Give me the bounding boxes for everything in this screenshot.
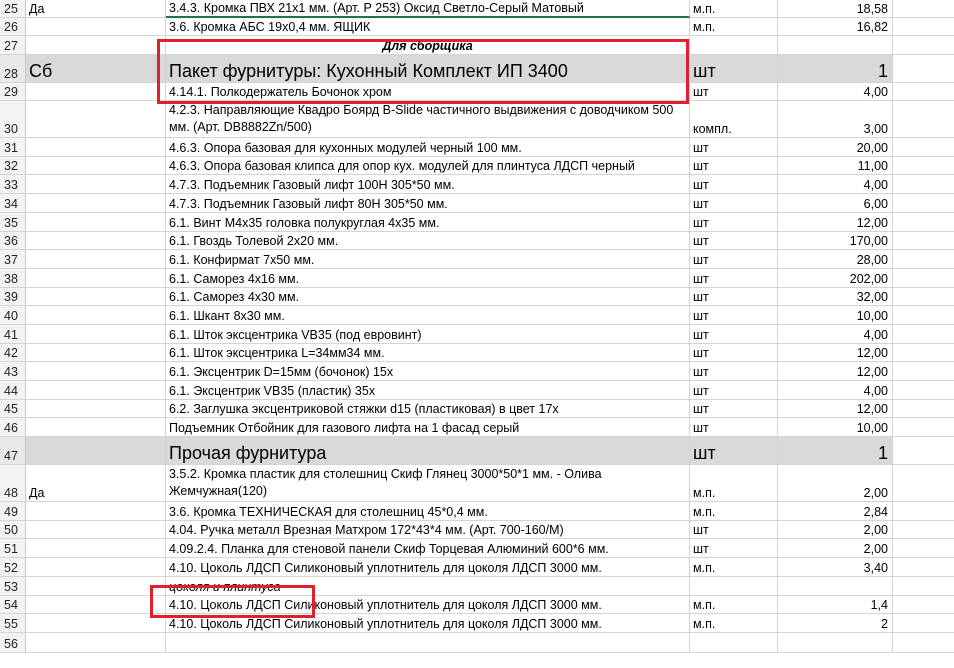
cell-b[interactable]: 4.6.3. Опора базовая клипса для опор кух. модулей для плинтуса ЛДСП черный <box>166 157 690 175</box>
row-number: 25 <box>0 0 26 18</box>
cell-d[interactable]: 4,00 <box>778 381 893 400</box>
row-number: 29 <box>0 83 26 101</box>
cell-a[interactable] <box>26 362 166 381</box>
cell-b[interactable]: 6.1. Шкант 8x30 мм. <box>166 306 690 325</box>
table-row <box>0 418 954 437</box>
cell-c[interactable]: м.п. <box>690 0 778 18</box>
cell-d[interactable]: 2,00 <box>778 521 893 539</box>
cell-a[interactable] <box>26 381 166 400</box>
cell-d[interactable]: 2,00 <box>778 465 893 502</box>
cell-e[interactable] <box>893 157 954 175</box>
cell-a[interactable] <box>26 138 166 157</box>
cell-c[interactable]: м.п. <box>690 614 778 633</box>
cell-a[interactable] <box>26 614 166 633</box>
cell-d[interactable] <box>778 577 893 596</box>
cell-e[interactable] <box>893 633 954 653</box>
cell-a[interactable] <box>26 344 166 362</box>
table-row <box>0 539 954 558</box>
cell-e[interactable] <box>893 83 954 101</box>
row-number: 43 <box>0 362 26 381</box>
cell-e[interactable] <box>893 288 954 306</box>
cell-c[interactable]: шт <box>690 344 778 362</box>
cell-c[interactable]: шт <box>690 55 778 83</box>
cell-c[interactable]: шт <box>690 194 778 213</box>
cell-e[interactable] <box>893 55 954 83</box>
cell-a[interactable]: Сб <box>26 55 166 83</box>
cell-d[interactable]: 10,00 <box>778 306 893 325</box>
table-row <box>0 101 954 138</box>
row-number: 26 <box>0 18 26 36</box>
table-row <box>0 288 954 306</box>
cell-a[interactable] <box>26 101 166 138</box>
table-row <box>0 157 954 175</box>
cell-d[interactable]: 6,00 <box>778 194 893 213</box>
cell-d[interactable] <box>778 36 893 55</box>
cell-b[interactable]: 4.09.2.4. Планка для стеновой панели Скиф Торцевая Алюминий 600*6 мм. <box>166 539 690 558</box>
table-row <box>0 344 954 362</box>
table-row <box>0 614 954 633</box>
table-row <box>0 596 954 614</box>
cell-e[interactable] <box>893 465 954 502</box>
cell-a[interactable] <box>26 269 166 288</box>
cell-b[interactable]: Для сборщика <box>166 36 690 55</box>
row-number: 56 <box>0 633 26 653</box>
row-number: 38 <box>0 269 26 288</box>
row-number: 41 <box>0 325 26 344</box>
cell-e[interactable] <box>893 344 954 362</box>
cell-e[interactable] <box>893 0 954 18</box>
cell-e[interactable] <box>893 400 954 418</box>
cell-d[interactable]: 10,00 <box>778 418 893 437</box>
cell-e[interactable] <box>893 175 954 194</box>
row-number: 45 <box>0 400 26 418</box>
table-row <box>0 437 954 465</box>
cell-c[interactable]: м.п. <box>690 596 778 614</box>
cell-a[interactable] <box>26 558 166 577</box>
cell-c[interactable]: м.п. <box>690 18 778 36</box>
table-row <box>0 36 954 55</box>
table-row <box>0 194 954 213</box>
row-number: 46 <box>0 418 26 437</box>
cell-d[interactable] <box>778 633 893 653</box>
cell-e[interactable] <box>893 596 954 614</box>
row-number: 42 <box>0 344 26 362</box>
table-row <box>0 633 954 653</box>
cell-d[interactable]: 28,00 <box>778 250 893 269</box>
cell-e[interactable] <box>893 250 954 269</box>
cell-a[interactable] <box>26 577 166 596</box>
cell-a[interactable] <box>26 400 166 418</box>
cell-d[interactable]: 4,00 <box>778 175 893 194</box>
cell-e[interactable] <box>893 325 954 344</box>
cell-c[interactable] <box>690 36 778 55</box>
cell-b[interactable]: 6.1. Шток эксцентрика L=34мм34 мм. <box>166 344 690 362</box>
cell-c[interactable]: шт <box>690 232 778 250</box>
cell-a[interactable] <box>26 306 166 325</box>
cell-d[interactable]: 16,82 <box>778 18 893 36</box>
cell-e[interactable] <box>893 213 954 232</box>
cell-b[interactable]: 6.1. Винт М4x35 головка полукруглая 4x35 мм. <box>166 213 690 232</box>
cell-d[interactable]: 18,58 <box>778 0 893 18</box>
row-number: 51 <box>0 539 26 558</box>
cell-c[interactable]: шт <box>690 521 778 539</box>
cell-a[interactable] <box>26 418 166 437</box>
cell-c[interactable]: м.п. <box>690 502 778 521</box>
cell-b[interactable]: Подъемник Отбойник для газового лифта на 1 фасад серый <box>166 418 690 437</box>
cell-c[interactable]: шт <box>690 400 778 418</box>
cell-b[interactable]: цоколя и плинтуса <box>166 577 690 596</box>
table-row <box>0 138 954 157</box>
cell-a[interactable] <box>26 539 166 558</box>
table-row <box>0 269 954 288</box>
cell-b[interactable]: 4.6.3. Опора базовая для кухонных модулей черный 100 мм. <box>166 138 690 157</box>
cell-b[interactable]: 6.1. Конфирмат 7x50 мм. <box>166 250 690 269</box>
cell-c[interactable]: м.п. <box>690 465 778 502</box>
cell-b[interactable]: 3.4.3. Кромка ПВХ 21x1 мм. (Арт. Р 253) Оксид Светло-Серый Матовый <box>166 0 690 18</box>
cell-c[interactable]: шт <box>690 250 778 269</box>
table-row <box>0 502 954 521</box>
cell-e[interactable] <box>893 521 954 539</box>
cell-a[interactable] <box>26 596 166 614</box>
cell-a[interactable] <box>26 175 166 194</box>
cell-a[interactable] <box>26 288 166 306</box>
table-row <box>0 55 954 83</box>
cell-e[interactable] <box>893 577 954 596</box>
table-row <box>0 521 954 539</box>
table-row <box>0 362 954 381</box>
cell-e[interactable] <box>893 232 954 250</box>
cell-b[interactable]: 6.1. Саморез 4x16 мм. <box>166 269 690 288</box>
cell-d[interactable]: 12,00 <box>778 344 893 362</box>
cell-b[interactable]: 4.10. Цоколь ЛДСП Силиконовый уплотнитель для цоколя ЛДСП 3000 мм. <box>166 558 690 577</box>
cell-b[interactable]: 4.14.1. Полкодержатель Бочонок хром <box>166 83 690 101</box>
table-row <box>0 558 954 577</box>
cell-c[interactable]: шт <box>690 213 778 232</box>
row-number: 33 <box>0 175 26 194</box>
cell-b[interactable]: 6.1. Саморез 4x30 мм. <box>166 288 690 306</box>
cell-c[interactable]: шт <box>690 288 778 306</box>
cell-d[interactable]: 11,00 <box>778 157 893 175</box>
cell-a[interactable] <box>26 213 166 232</box>
row-number: 36 <box>0 232 26 250</box>
row-number: 54 <box>0 596 26 614</box>
table-row <box>0 400 954 418</box>
row-number: 35 <box>0 213 26 232</box>
table-row <box>0 577 954 596</box>
cell-a[interactable] <box>26 83 166 101</box>
row-number: 49 <box>0 502 26 521</box>
cell-b[interactable]: 4.7.3. Подъемник Газовый лифт 80Н 305*50 мм. <box>166 194 690 213</box>
cell-a[interactable] <box>26 157 166 175</box>
cell-d[interactable]: 12,00 <box>778 362 893 381</box>
cell-d[interactable]: 2 <box>778 614 893 633</box>
cell-b[interactable]: 3.6. Кромка АБС 19x0,4 мм. ЯЩИК <box>166 18 690 36</box>
row-number: 55 <box>0 614 26 633</box>
row-number: 52 <box>0 558 26 577</box>
cell-e[interactable] <box>893 306 954 325</box>
row-number: 47 <box>0 437 26 465</box>
cell-e[interactable] <box>893 269 954 288</box>
cell-b[interactable]: 4.2.3. Направляющие Квадро Боярд B-Slide частичного выдвижения с доводчиком 500 мм. (Арт. DB8882Zn/500) <box>166 101 690 138</box>
row-number: 48 <box>0 465 26 502</box>
row-number: 40 <box>0 306 26 325</box>
cell-e[interactable] <box>893 18 954 36</box>
cell-c[interactable]: шт <box>690 437 778 465</box>
cell-c[interactable]: шт <box>690 306 778 325</box>
cell-c[interactable]: шт <box>690 325 778 344</box>
cell-e[interactable] <box>893 614 954 633</box>
cell-e[interactable] <box>893 362 954 381</box>
cell-e[interactable] <box>893 558 954 577</box>
row-number: 28 <box>0 55 26 83</box>
table-row <box>0 232 954 250</box>
cell-b[interactable]: 4.10. Цоколь ЛДСП Силиконовый уплотнитель для цоколя ЛДСП 3000 мм. <box>166 614 690 633</box>
cell-a[interactable] <box>26 521 166 539</box>
row-number: 50 <box>0 521 26 539</box>
cell-e[interactable] <box>893 437 954 465</box>
cell-b[interactable] <box>166 633 690 653</box>
cell-d[interactable]: 12,00 <box>778 400 893 418</box>
row-number: 37 <box>0 250 26 269</box>
row-number: 53 <box>0 577 26 596</box>
cell-c[interactable]: шт <box>690 175 778 194</box>
table-row <box>0 213 954 232</box>
cell-a[interactable] <box>26 633 166 653</box>
cell-a[interactable] <box>26 250 166 269</box>
cell-a[interactable] <box>26 502 166 521</box>
cell-b[interactable]: 4.04. Ручка металл Врезная Матхром 172*43*4 мм. (Арт. 700-160/М) <box>166 521 690 539</box>
row-number: 39 <box>0 288 26 306</box>
cell-a[interactable] <box>26 437 166 465</box>
table-row <box>0 175 954 194</box>
row-number: 34 <box>0 194 26 213</box>
cell-b[interactable]: Прочая фурнитура <box>166 437 690 465</box>
cell-c[interactable]: м.п. <box>690 558 778 577</box>
cell-c[interactable]: шт <box>690 418 778 437</box>
table-row <box>0 306 954 325</box>
cell-b[interactable]: 6.2. Заглушка эксцентриковой стяжки d15 (пластиковая) в цвет 17x <box>166 400 690 418</box>
cell-e[interactable] <box>893 138 954 157</box>
row-number: 27 <box>0 36 26 55</box>
row-number: 31 <box>0 138 26 157</box>
row-number: 32 <box>0 157 26 175</box>
cell-d[interactable]: 1,4 <box>778 596 893 614</box>
cell-d[interactable]: 4,00 <box>778 83 893 101</box>
table-row <box>0 250 954 269</box>
cell-e[interactable] <box>893 381 954 400</box>
table-row <box>0 18 954 36</box>
table-row <box>0 83 954 101</box>
cell-b[interactable]: 4.10. Цоколь ЛДСП Силиконовый уплотнитель для цоколя ЛДСП 3000 мм. <box>166 596 690 614</box>
table-row <box>0 465 954 502</box>
cell-e[interactable] <box>893 36 954 55</box>
cell-b[interactable]: 3.6. Кромка ТЕХНИЧЕСКАЯ для столешниц 45*0,4 мм. <box>166 502 690 521</box>
cell-a[interactable] <box>26 18 166 36</box>
row-number: 44 <box>0 381 26 400</box>
cell-e[interactable] <box>893 194 954 213</box>
cell-c[interactable]: шт <box>690 83 778 101</box>
cell-c[interactable]: шт <box>690 381 778 400</box>
cell-d[interactable]: 3,00 <box>778 101 893 138</box>
cell-d[interactable]: 3,40 <box>778 558 893 577</box>
cell-c[interactable]: шт <box>690 362 778 381</box>
cell-c[interactable]: шт <box>690 539 778 558</box>
cell-d[interactable]: 12,00 <box>778 213 893 232</box>
cell-c[interactable]: шт <box>690 138 778 157</box>
cell-d[interactable]: 2,00 <box>778 539 893 558</box>
cell-e[interactable] <box>893 502 954 521</box>
cell-d[interactable]: 2,84 <box>778 502 893 521</box>
table-row <box>0 0 954 18</box>
cell-b[interactable]: 4.7.3. Подъемник Газовый лифт 100Н 305*50 мм. <box>166 175 690 194</box>
row-number: 30 <box>0 101 26 138</box>
cell-d[interactable]: 4,00 <box>778 325 893 344</box>
cell-a[interactable]: Да <box>26 465 166 502</box>
cell-b[interactable]: 6.1. Шток эксцентрика VB35 (под евровинт) <box>166 325 690 344</box>
cell-c[interactable]: шт <box>690 157 778 175</box>
cell-a[interactable] <box>26 36 166 55</box>
cell-b[interactable]: 6.1. Эксцентрик D=15мм (бочонок) 15x <box>166 362 690 381</box>
cell-c[interactable] <box>690 577 778 596</box>
cell-a[interactable] <box>26 232 166 250</box>
cell-e[interactable] <box>893 418 954 437</box>
cell-a[interactable] <box>26 194 166 213</box>
cell-b[interactable]: Пакет фурнитуры: Кухонный Комплект ИП 3400 <box>166 55 690 83</box>
cell-a[interactable]: Да <box>26 0 166 18</box>
cell-e[interactable] <box>893 539 954 558</box>
cell-b[interactable]: 6.1. Гвоздь Толевой 2x20 мм. <box>166 232 690 250</box>
cell-c[interactable] <box>690 633 778 653</box>
table-row <box>0 325 954 344</box>
cell-b[interactable]: 3.5.2. Кромка пластик для столешниц Скиф Глянец 3000*50*1 мм. - Олива Жемчужная(120) <box>166 465 690 502</box>
cell-e[interactable] <box>893 101 954 138</box>
cell-d[interactable]: 170,00 <box>778 232 893 250</box>
cell-d[interactable]: 1 <box>778 437 893 465</box>
cell-c[interactable]: шт <box>690 269 778 288</box>
cell-d[interactable]: 202,00 <box>778 269 893 288</box>
cell-d[interactable]: 1 <box>778 55 893 83</box>
table-row <box>0 381 954 400</box>
cell-d[interactable]: 20,00 <box>778 138 893 157</box>
cell-a[interactable] <box>26 325 166 344</box>
cell-d[interactable]: 32,00 <box>778 288 893 306</box>
cell-b[interactable]: 6.1. Эксцентрик VB35 (пластик) 35x <box>166 381 690 400</box>
cell-c[interactable]: компл. <box>690 101 778 138</box>
